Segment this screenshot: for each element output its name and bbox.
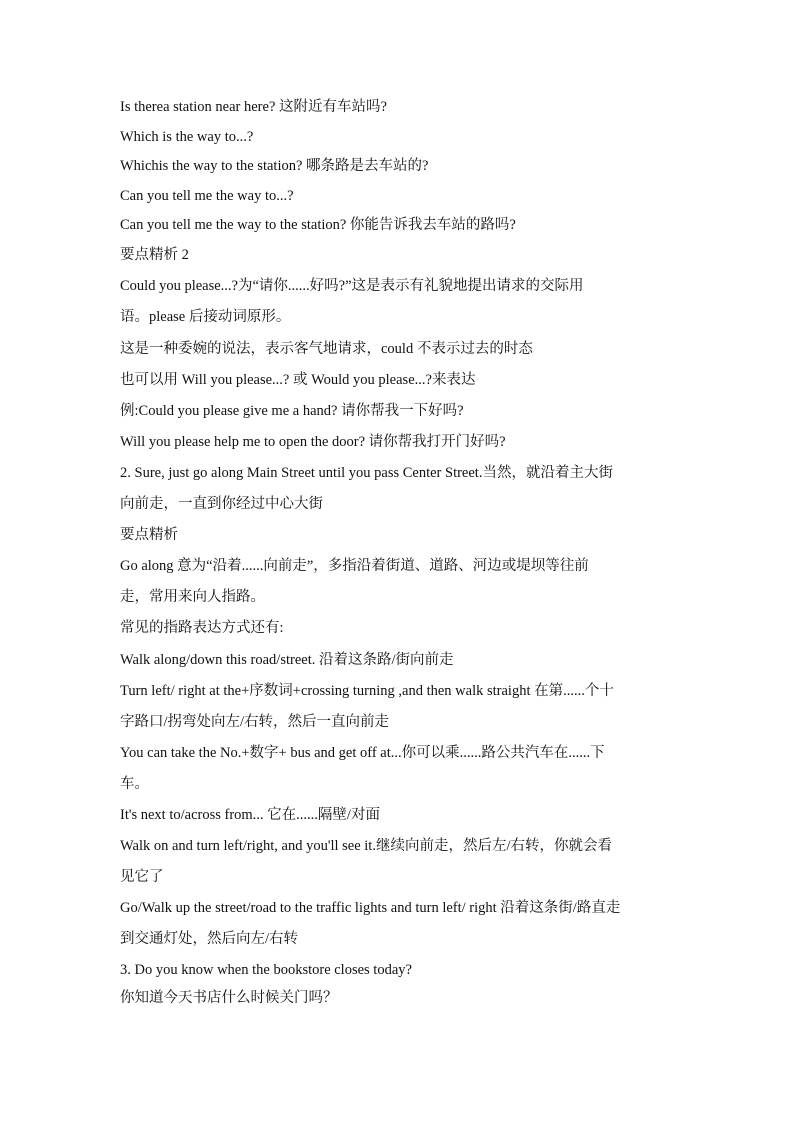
text-line: 到交通灯处，然后向左/右转 — [120, 931, 299, 947]
text-line: Whichis the way to the station? 哪条路是去车站的? — [120, 158, 429, 174]
text-line: Can you tell me the way to the station? 你能告诉我去车站的路吗? — [120, 217, 516, 233]
text-line: 车。 — [120, 776, 149, 792]
text-line: You can take the No.+数字+ bus and get off at...你可以乘......路公共汽车在......下 — [120, 745, 605, 761]
section-heading: 要点精析 2 — [120, 247, 189, 263]
text-line: 见它了 — [120, 869, 164, 885]
text-line: Walk on and turn left/right, and you'll see it.继续向前走，然后左/右转，你就会看 — [120, 838, 612, 854]
text-line: 你知道今天书店什么时候关门吗？ — [120, 990, 338, 1006]
text-line: 字路口/拐弯处向左/右转，然后一直向前走 — [120, 714, 390, 730]
text-line: 这是一种委婉的说法，表示客气地请求，could 不表示过去的时态 — [120, 341, 533, 357]
text-line: Will you please help me to open the door? 请你帮我打开门好吗? — [120, 434, 506, 450]
text-line: 也可以用 Will you please...? 或 Would you please...?来表达 — [120, 372, 476, 388]
text-line: 3. Do you know when the bookstore closes today? — [120, 962, 412, 978]
text-line: 走，常用来向人指路。 — [120, 589, 265, 605]
text-line: It's next to/across from... 它在......隔壁/对面 — [120, 807, 380, 823]
text-line: 2. Sure, just go along Main Street until you pass Center Street.当然，就沿着主大街 — [120, 465, 613, 481]
text-line: 例:Could you please give me a hand? 请你帮我一下好吗? — [120, 403, 464, 419]
text-line: 语。please 后接动词原形。 — [120, 309, 291, 325]
text-line: Can you tell me the way to...? — [120, 188, 294, 204]
text-line: 常见的指路表达方式还有: — [120, 620, 284, 636]
text-line: Could you please...?为“请你......好吗?”这是表示有礼貌地提出请求的交际用 — [120, 278, 584, 294]
section-heading: 要点精析 — [120, 527, 178, 543]
text-line: 向前走，一直到你经过中心大街 — [120, 496, 323, 512]
text-line: Which is the way to...? — [120, 129, 254, 145]
text-line: Is therea station near here? 这附近有车站吗? — [120, 99, 387, 115]
text-line: Turn left/ right at the+序数词+crossing turning ,and then walk straight 在第......个十 — [120, 683, 614, 699]
text-line: Walk along/down this road/street. 沿着这条路/街向前走 — [120, 652, 454, 668]
text-line: Go/Walk up the street/road to the traffic lights and turn left/ right 沿着这条街/路直走 — [120, 900, 621, 916]
text-line: Go along 意为“沿着......向前走”，多指沿着街道、道路、河边或堤坝等往前 — [120, 558, 589, 574]
